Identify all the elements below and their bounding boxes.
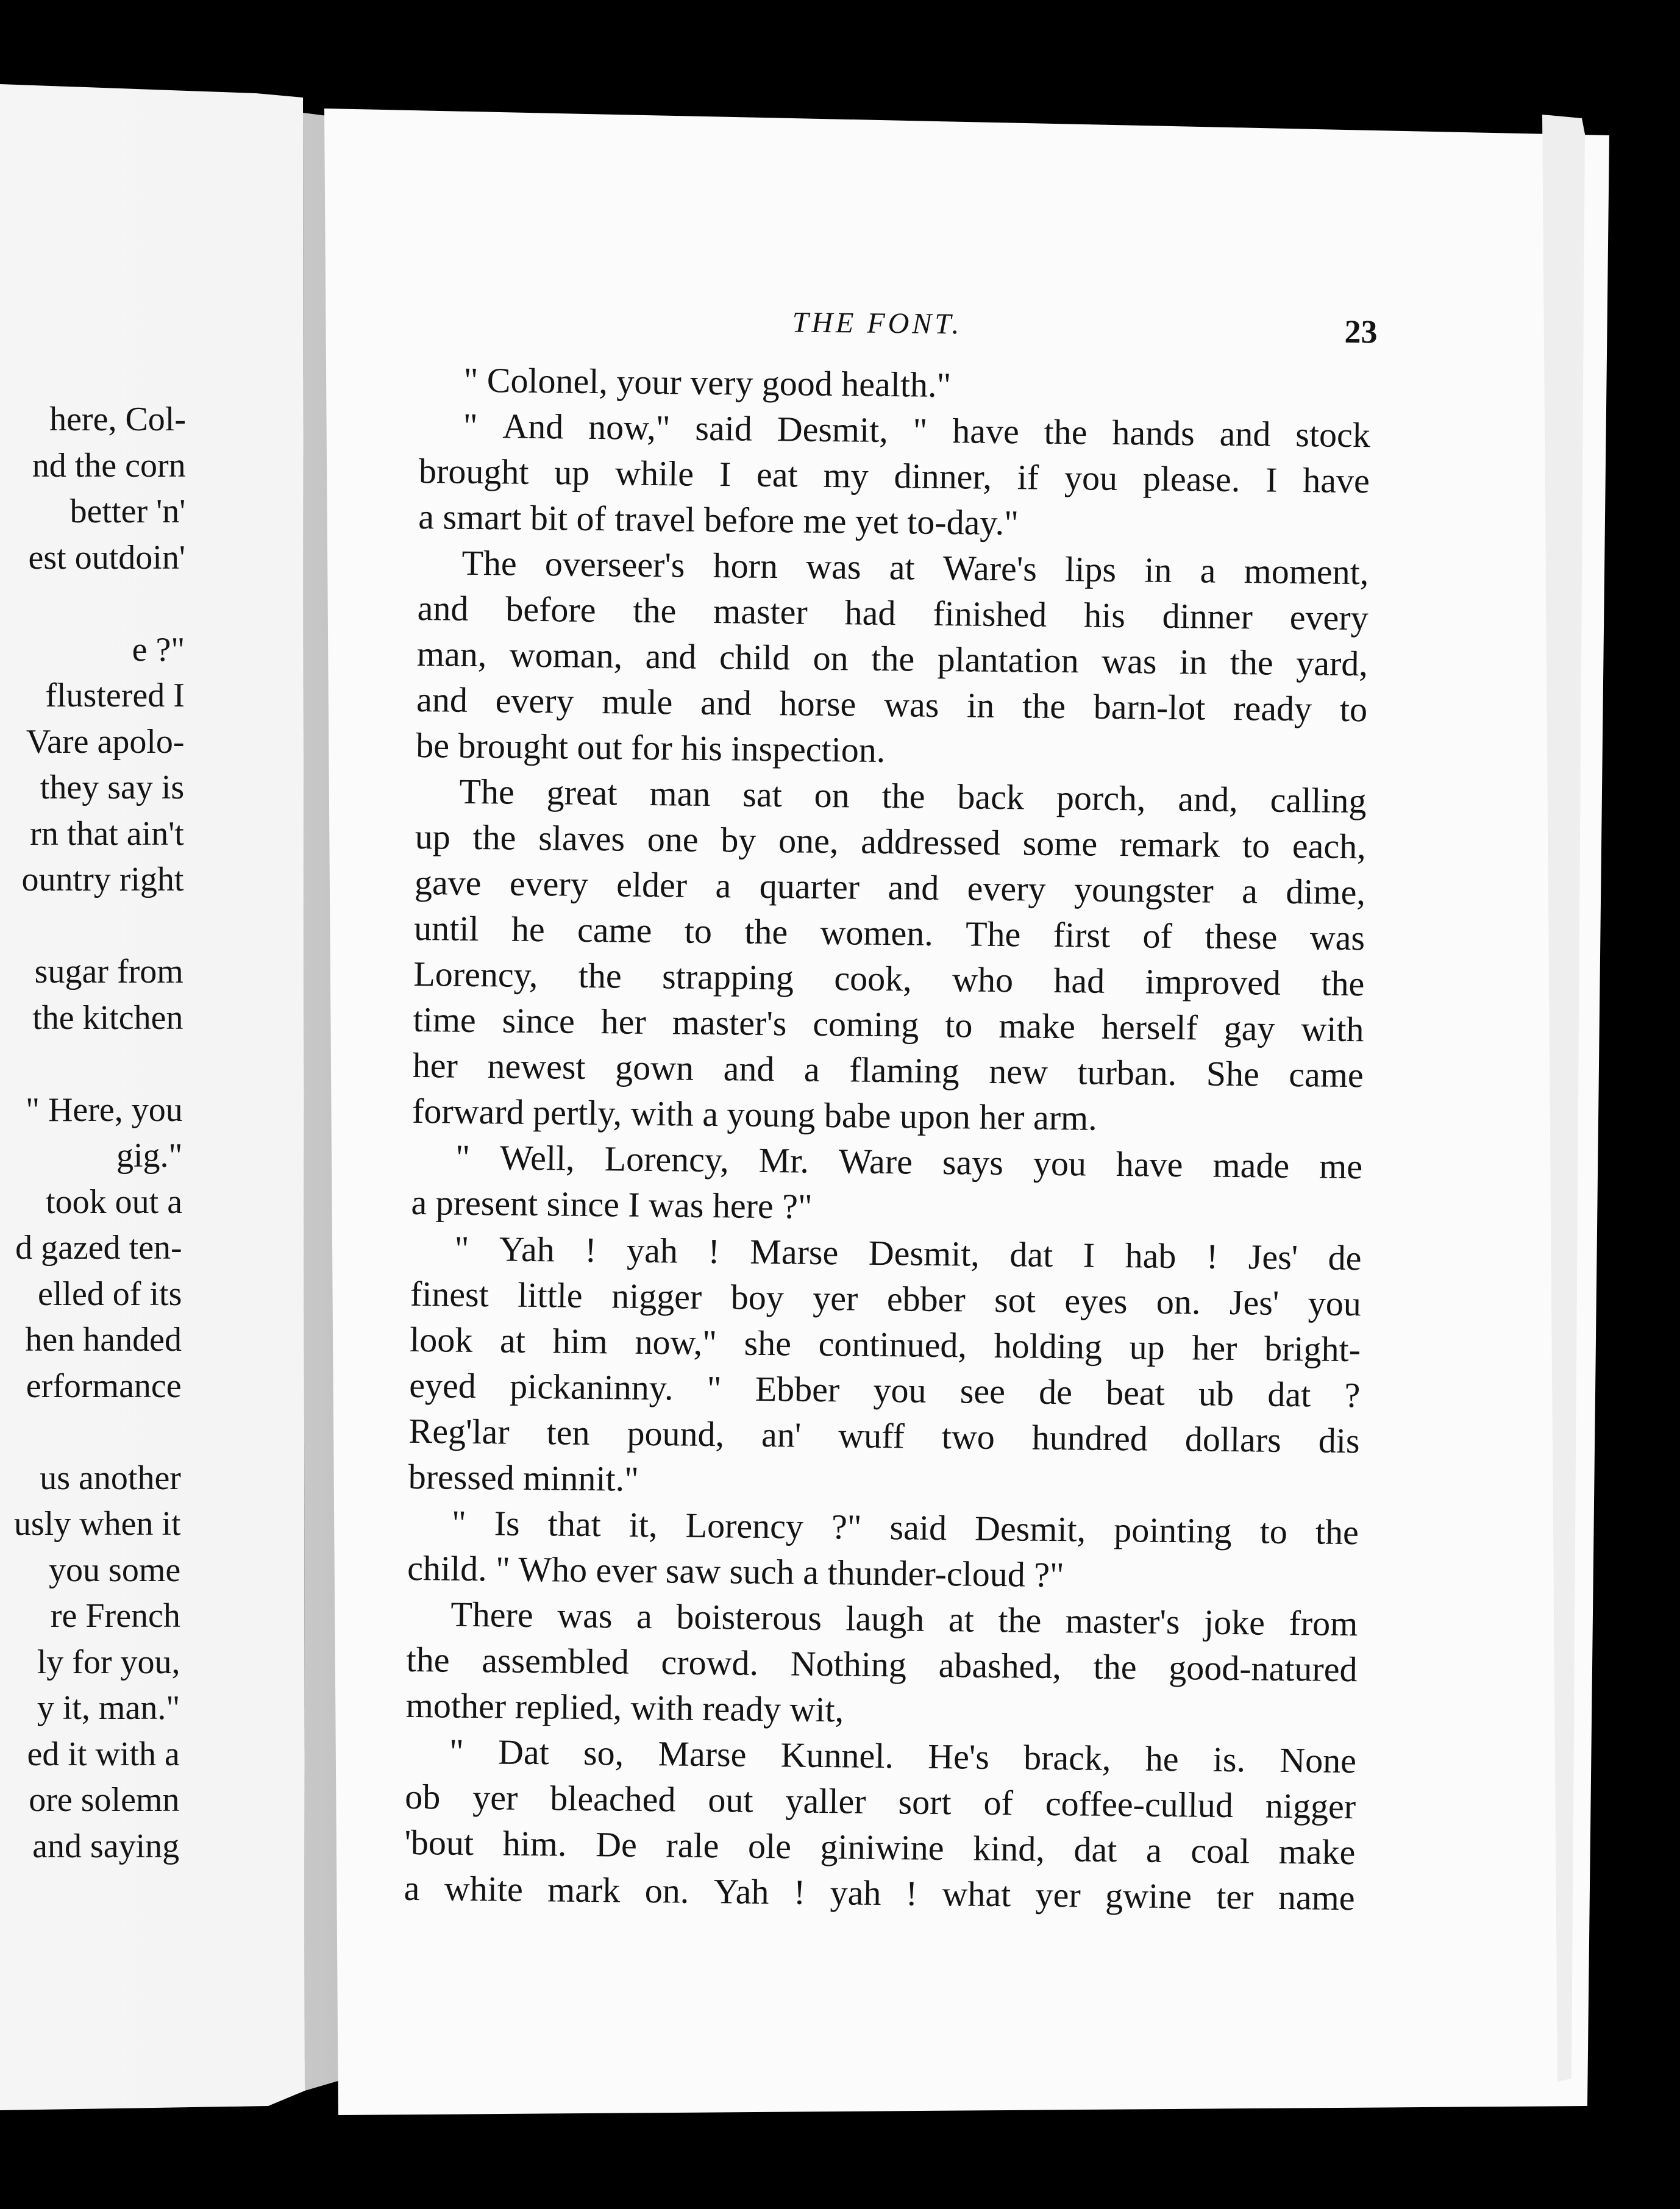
left-page-line: Vare apolo- xyxy=(26,722,185,761)
left-page-line: re French xyxy=(50,1597,180,1635)
left-page-line: ly for you, xyxy=(37,1643,180,1681)
text-line: brought up while I eat my dinner, if you please. I have xyxy=(418,450,1370,501)
left-page-line: nd the corn xyxy=(32,446,186,485)
text-line: " Dat so, Marse Kunnel. He's brack, he is. None xyxy=(449,1731,1357,1781)
left-page-line: you some xyxy=(49,1551,181,1589)
page-number: 23 xyxy=(1344,313,1378,350)
text-line: up the slaves one by one, addressed some remark to each, xyxy=(415,816,1367,867)
left-page-line: ore solemn xyxy=(29,1781,180,1819)
text-line: and before the master had finished his dinner every xyxy=(417,588,1369,638)
text-line: time since her master's coming to make herself gay with xyxy=(413,999,1364,1050)
text-line: " Is that it, Lorency ?" said Desmit, pointing to the xyxy=(451,1503,1359,1553)
text-line: bressed minnit." xyxy=(408,1456,639,1499)
text-line: Reg'lar ten pound, an' wuff two hundred dollars dis xyxy=(408,1410,1360,1461)
left-page-line: the kitchen xyxy=(32,998,183,1037)
left-page-line: hen handed xyxy=(25,1321,182,1359)
text-line: the assembled crowd. Nothing abashed, the good-natured xyxy=(406,1639,1358,1690)
left-page-line: rn that ain't xyxy=(30,814,184,853)
text-line: finest little nigger boy yer ebber sot eyes on. Jes' you xyxy=(410,1273,1362,1324)
body-text xyxy=(404,357,1371,1921)
text-line: a white mark on. Yah ! yah ! what yer gwine ter name xyxy=(404,1868,1355,1918)
left-page-line: est outdoin' xyxy=(28,538,185,577)
text-line: ob yer bleached out yaller sort of coffee-cullud nigger xyxy=(404,1776,1356,1827)
text-line: forward pertly, with a young babe upon her arm. xyxy=(411,1090,1098,1138)
text-line: 'bout him. De rale ole giniwine kind, dat a coal make xyxy=(404,1822,1356,1873)
left-page-line: elled of its xyxy=(37,1275,182,1313)
left-page-line: sugar from xyxy=(34,953,183,991)
text-line: " Colonel, your very good health." xyxy=(463,360,952,405)
left-page-line: gig." xyxy=(116,1137,183,1175)
text-line: " And now," said Desmit, " have the hands and stock xyxy=(463,405,1371,455)
text-line: her newest gown and a flaming new turban. She came xyxy=(412,1045,1364,1095)
left-page-line: they say is xyxy=(40,769,185,806)
left-page-line: flustered I xyxy=(45,677,185,714)
right-page-text xyxy=(404,302,1378,1921)
left-page-line: ountry right xyxy=(21,861,184,898)
left-page-text xyxy=(0,0,305,2209)
text-line: " Yah ! yah ! Marse Desmit, dat I hab ! Jes' de xyxy=(454,1228,1362,1278)
text-line: There was a boisterous laugh at the master's joke from xyxy=(450,1594,1358,1644)
left-page-line: here, Col- xyxy=(49,400,186,438)
left-page-line: better 'n' xyxy=(69,493,186,530)
text-line: " Well, Lorency, Mr. Ware says you have made me xyxy=(455,1137,1363,1187)
text-line: be brought out for his inspection. xyxy=(416,725,886,770)
left-page-line: usly when it xyxy=(13,1505,181,1543)
left-page-line: d gazed ten- xyxy=(15,1229,182,1267)
left-page-line: took out a xyxy=(46,1183,183,1221)
text-line: child. " Who ever saw such a thunder-cloud ?" xyxy=(407,1548,1065,1595)
left-page-line: and saying xyxy=(32,1827,180,1865)
text-line: eyed pickaninny. " Ebber you see de beat ub dat ? xyxy=(409,1365,1361,1415)
left-page-line: " Here, you xyxy=(26,1090,183,1129)
left-page-line: ed it with a xyxy=(27,1735,180,1773)
text-line: look at him now," she continued, holding up her bright- xyxy=(409,1319,1361,1370)
text-line: mother replied, with ready wit, xyxy=(405,1685,844,1730)
text-line: The overseer's horn was at Ware's lips in a moment, xyxy=(461,542,1369,592)
text-line: until he came to the women. The first of these was xyxy=(413,908,1365,958)
running-head xyxy=(420,302,1378,366)
text-line: a present since I was here ?" xyxy=(411,1182,813,1226)
text-line: The great man sat on the back porch, and, calling xyxy=(459,771,1367,821)
left-page-line: e ?" xyxy=(132,630,185,669)
left-page-line: y it, man." xyxy=(37,1689,180,1727)
left-page-line: us another xyxy=(40,1459,181,1497)
text-line: a smart bit of travel before me yet to-day." xyxy=(418,496,1019,543)
left-page-line: erformance xyxy=(26,1367,182,1405)
text-line: Lorency, the strapping cook, who had improved the xyxy=(413,953,1365,1004)
running-head-title: THE FONT. xyxy=(792,306,963,341)
text-line: man, woman, and child on the plantation was in the yard, xyxy=(416,633,1369,684)
text-line: and every mule and horse was in the barn-lot ready to xyxy=(416,679,1368,730)
text-line: gave every elder a quarter and every youngster a dime, xyxy=(414,862,1366,912)
